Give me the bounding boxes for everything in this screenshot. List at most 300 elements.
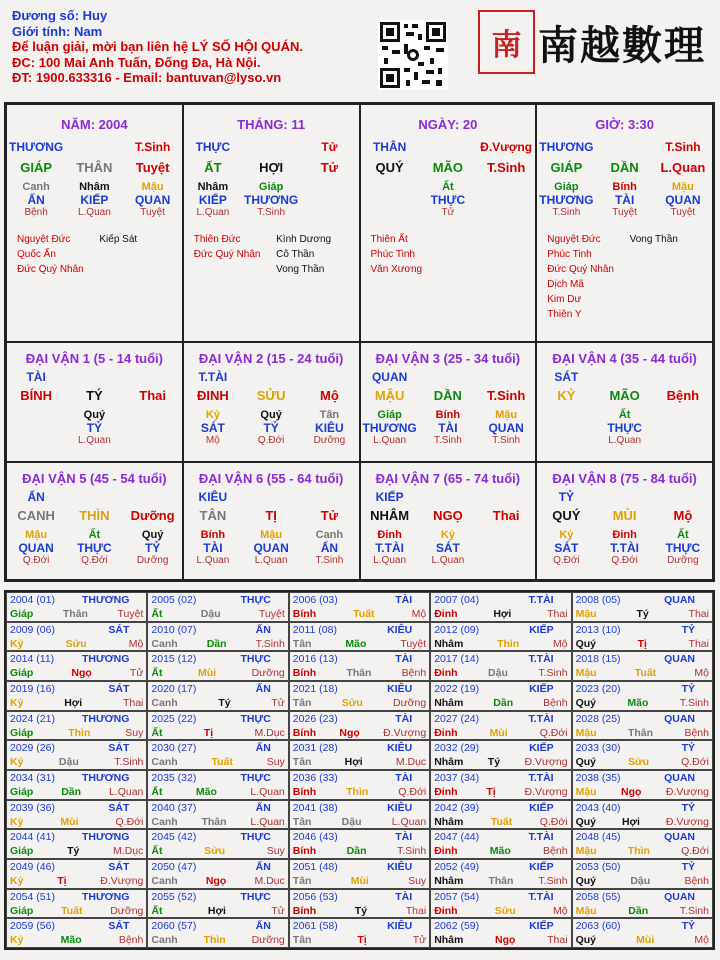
year-branch: Thân bbox=[488, 874, 514, 887]
pillar-row-r4 bbox=[184, 193, 359, 207]
year-line1 bbox=[151, 919, 284, 933]
cell-r2-0: MẬU bbox=[374, 388, 405, 403]
year-phase: Q.Đới bbox=[115, 815, 144, 828]
year-cell bbox=[147, 592, 288, 622]
year-branch: Dần bbox=[346, 845, 367, 858]
year-phase: Mộ bbox=[411, 608, 427, 620]
year-cell bbox=[289, 829, 430, 859]
star-item: Phúc Tinh bbox=[370, 249, 415, 260]
year-phase: Bệnh bbox=[543, 845, 568, 858]
cell-r5-1: T.Sinh bbox=[257, 207, 286, 218]
year-line1 bbox=[434, 652, 567, 666]
year-cell bbox=[6, 681, 147, 711]
year-phase: Dưỡng bbox=[251, 667, 285, 680]
year-label: 2018 (15) bbox=[575, 653, 621, 666]
cell-r2-1: NGỌ bbox=[433, 508, 463, 523]
dai-van-cell bbox=[183, 462, 360, 580]
year-branch: Dậu bbox=[488, 667, 508, 680]
year-line1 bbox=[576, 860, 709, 874]
year-cell bbox=[289, 592, 430, 622]
cell-r2-0: GIÁP bbox=[550, 160, 583, 175]
year-line2 bbox=[434, 785, 567, 799]
cell-r5-0: Q.Đới bbox=[22, 555, 50, 566]
pillar-row-r3 bbox=[537, 409, 712, 421]
pillar-row-r1 bbox=[361, 140, 536, 154]
year-stem: Đinh bbox=[434, 785, 458, 798]
dai-van-title: ĐẠI VẬN 8 (75 - 84 tuổi) bbox=[552, 471, 697, 486]
year-god: THỰC bbox=[240, 712, 271, 725]
year-line1 bbox=[293, 801, 426, 815]
star-item: Nguyệt Đức bbox=[547, 234, 601, 245]
pillar-cell bbox=[183, 104, 360, 342]
cell-r5-2: Dưỡng bbox=[313, 435, 346, 446]
year-god: KIÊU bbox=[387, 682, 413, 695]
year-cell bbox=[572, 711, 713, 741]
cell-r3-0: Canh bbox=[22, 181, 50, 193]
year-branch: Mão bbox=[60, 934, 82, 947]
year-line2 bbox=[151, 755, 284, 769]
pillar-row-r3 bbox=[7, 529, 182, 541]
year-label: 2028 (25) bbox=[575, 712, 621, 725]
year-god: THỰC bbox=[240, 831, 271, 844]
year-god: TÀI bbox=[395, 771, 413, 784]
dai-van-title: ĐẠI VẬN 1 (5 - 14 tuổi) bbox=[25, 351, 163, 366]
year-phase: Bệnh bbox=[684, 726, 709, 739]
cell-r5-1: Tuyệt bbox=[612, 207, 637, 218]
year-god: T.TÀI bbox=[528, 771, 554, 784]
year-label: 2054 (51) bbox=[10, 890, 55, 903]
year-phase: Suy bbox=[408, 874, 427, 887]
year-line1 bbox=[293, 623, 426, 637]
pillar-row-r4 bbox=[361, 193, 536, 207]
pillar-row-r5 bbox=[184, 435, 359, 446]
cell-r2-2: Thai bbox=[492, 508, 520, 523]
year-stem: Tân bbox=[292, 696, 312, 709]
year-phase: L.Quan bbox=[108, 785, 144, 798]
year-label: 2035 (32) bbox=[151, 771, 197, 784]
year-god: THƯƠNG bbox=[81, 712, 130, 725]
year-phase: M.Dục bbox=[254, 726, 285, 739]
gender-line: Giới tính: Nam bbox=[12, 23, 103, 39]
year-branch: Hợi bbox=[207, 904, 226, 917]
star-item: Đức Quý Nhân bbox=[193, 249, 261, 260]
year-label: 2033 (30) bbox=[575, 742, 621, 755]
cell-r2-1: SỬU bbox=[256, 388, 286, 403]
year-phase: L.Quan bbox=[250, 785, 285, 798]
star-item: Dịch Mã bbox=[547, 279, 584, 290]
year-god: TÀI bbox=[395, 653, 413, 666]
year-god: TỶ bbox=[681, 623, 695, 636]
year-line2 bbox=[293, 637, 426, 651]
year-cell bbox=[147, 800, 288, 830]
cell-r3-0: Đinh bbox=[377, 529, 402, 541]
year-line2 bbox=[10, 904, 143, 918]
year-stem: Kỷ bbox=[10, 696, 24, 709]
year-phase: Bệnh bbox=[118, 934, 144, 947]
year-phase: Thai bbox=[122, 696, 144, 709]
cell-r4-2: QUAN bbox=[488, 421, 524, 435]
pillar-row-r1 bbox=[537, 140, 712, 154]
year-phase: Đ.Vượng bbox=[100, 874, 144, 887]
year-cell bbox=[289, 770, 430, 800]
year-stem: Quý bbox=[575, 756, 597, 769]
year-line1 bbox=[576, 682, 709, 696]
cell-r3-1: Bính bbox=[435, 409, 461, 421]
pillar-row-r3 bbox=[537, 529, 712, 541]
year-label: 2044 (41) bbox=[10, 831, 55, 844]
year-branch: Mão bbox=[627, 696, 649, 709]
cell-r5-0: Q.Đới bbox=[553, 555, 580, 566]
cell-r4-2: THỰC bbox=[665, 541, 701, 555]
pillar-row-r5 bbox=[361, 555, 536, 566]
year-stem: Mậu bbox=[575, 726, 597, 739]
cell-r1-0: T.TÀI bbox=[198, 370, 228, 384]
year-label: 2008 (05) bbox=[575, 594, 621, 606]
year-line2 bbox=[434, 607, 567, 621]
address-line: ĐC: 100 Mai Anh Tuấn, Đống Đa, Hà Nội. bbox=[12, 54, 261, 70]
year-line1 bbox=[293, 682, 426, 696]
cell-r3-0: Bính bbox=[200, 529, 226, 541]
year-cell bbox=[6, 711, 147, 741]
year-phase: Thai bbox=[547, 934, 568, 947]
pillar-row-r2 bbox=[7, 160, 182, 175]
year-phase: Thai bbox=[688, 608, 709, 620]
year-phase: Q.Đới bbox=[681, 845, 709, 858]
year-branch: Ngọ bbox=[339, 726, 360, 739]
year-line2 bbox=[434, 726, 567, 740]
year-stem: Mậu bbox=[575, 845, 597, 858]
year-label: 2029 (26) bbox=[10, 742, 55, 755]
year-god: THƯƠNG bbox=[81, 771, 130, 784]
year-branch: Sửu bbox=[204, 845, 226, 858]
cell-r5-1: L.Quan bbox=[77, 435, 111, 446]
year-stem: Canh bbox=[151, 874, 178, 887]
year-phase: Mộ bbox=[128, 637, 144, 650]
year-branch: Hợi bbox=[493, 608, 512, 620]
pillar-cell bbox=[6, 104, 183, 342]
year-stem: Đinh bbox=[434, 608, 458, 620]
year-line2 bbox=[10, 844, 143, 858]
year-line2 bbox=[10, 696, 143, 710]
year-stem: Ất bbox=[151, 845, 163, 858]
year-label: 2062 (59) bbox=[434, 920, 480, 933]
cell-r2-2: Tuyệt bbox=[135, 160, 170, 175]
year-line1 bbox=[151, 771, 284, 785]
year-label: 2010 (07) bbox=[151, 623, 197, 636]
pillar-stars bbox=[537, 232, 712, 322]
year-stem: Bính bbox=[292, 785, 317, 798]
year-branch: Thân bbox=[201, 815, 227, 828]
year-cell bbox=[572, 859, 713, 889]
year-branch: Mùi bbox=[636, 934, 655, 947]
cell-r5-0: L.Quan bbox=[196, 555, 230, 566]
cell-r5-1: T.Sinh bbox=[433, 435, 462, 446]
cell-r2-0: NHÂM bbox=[370, 508, 410, 523]
year-stem: Đinh bbox=[434, 845, 458, 858]
year-stem: Quý bbox=[575, 874, 597, 887]
pillar-row-r3 bbox=[7, 181, 182, 193]
cell-r4-0: TÀI bbox=[203, 541, 223, 555]
pillar-row-r3 bbox=[361, 409, 536, 421]
cell-r1-2: T.Sinh bbox=[665, 140, 701, 154]
year-branch: Dần bbox=[493, 696, 514, 709]
year-label: 2051 (48) bbox=[292, 860, 338, 873]
year-stem: Đinh bbox=[434, 904, 458, 917]
pillar-row-r5 bbox=[184, 207, 359, 218]
pillar-cell bbox=[360, 104, 537, 342]
year-cell bbox=[430, 800, 571, 830]
year-stem: Tân bbox=[292, 874, 312, 887]
year-god: QUAN bbox=[664, 831, 695, 844]
year-cell bbox=[6, 622, 147, 652]
year-phase: Q.Đới bbox=[539, 726, 568, 739]
pillar-row-r2 bbox=[7, 388, 182, 403]
year-label: 2037 (34) bbox=[434, 771, 480, 784]
pillar-row-r5 bbox=[537, 555, 712, 566]
year-line2 bbox=[434, 637, 567, 651]
year-god: QUAN bbox=[664, 594, 695, 606]
year-cell bbox=[147, 711, 288, 741]
year-cell bbox=[147, 859, 288, 889]
year-phase: Thai bbox=[547, 608, 568, 620]
cell-r3-0: Giáp bbox=[377, 409, 402, 421]
year-line2 bbox=[293, 607, 426, 621]
cell-r3-1: Nhâm bbox=[79, 181, 110, 193]
year-god: THỰC bbox=[240, 890, 271, 903]
star-item: Đức Quý Nhân bbox=[17, 264, 84, 275]
year-phase: Bệnh bbox=[684, 874, 709, 887]
year-phase: M.Dục bbox=[395, 756, 427, 769]
year-branch: Tị bbox=[357, 934, 367, 947]
year-branch: Ngọ bbox=[71, 667, 92, 680]
year-phase: Đ.Vượng bbox=[524, 785, 568, 798]
year-label: 2016 (13) bbox=[292, 653, 338, 666]
year-line1 bbox=[434, 623, 567, 637]
contact-line: Để luận giải, mời bạn liên hệ LÝ SỐ HỘI QUÁN. bbox=[12, 39, 303, 54]
cell-r1-0: KIẾP bbox=[375, 490, 404, 504]
cell-r5-0: L.Quan bbox=[373, 435, 407, 446]
cell-r2-1: TÝ bbox=[86, 388, 103, 403]
year-line2 bbox=[293, 874, 426, 888]
year-line2 bbox=[151, 904, 284, 918]
year-cell bbox=[430, 622, 571, 652]
pillar-row-r5 bbox=[184, 555, 359, 566]
cell-r4-2: QUAN bbox=[665, 193, 701, 207]
cell-r4-1: QUAN bbox=[253, 541, 289, 555]
year-branch: Sửu bbox=[494, 904, 516, 917]
year-line1 bbox=[293, 712, 426, 726]
pillar-row-r5 bbox=[537, 207, 712, 218]
cell-r5-2: T.Sinh bbox=[315, 555, 344, 566]
year-line2 bbox=[151, 696, 284, 710]
year-branch: Thân bbox=[346, 667, 372, 680]
year-label: 2039 (36) bbox=[10, 801, 55, 814]
year-line2 bbox=[10, 755, 143, 769]
year-line2 bbox=[10, 666, 143, 680]
year-cell bbox=[430, 651, 571, 681]
year-label: 2031 (28) bbox=[292, 742, 338, 755]
year-branch: Tuất bbox=[353, 608, 375, 620]
pillar-row-r5 bbox=[7, 555, 182, 566]
year-stem: Bính bbox=[292, 904, 317, 917]
year-phase: Tử bbox=[271, 696, 285, 709]
year-line2 bbox=[151, 607, 284, 621]
pillar-row-r2 bbox=[184, 388, 359, 403]
cell-r3-1: Quý bbox=[260, 409, 282, 421]
year-label: 2009 (06) bbox=[10, 623, 55, 636]
cell-r1-0: THÂN bbox=[372, 140, 407, 154]
cell-r3-1: Quý bbox=[83, 409, 106, 421]
year-phase: T.Sinh bbox=[538, 667, 568, 680]
year-phase: Tử bbox=[271, 904, 285, 917]
year-cell bbox=[430, 770, 571, 800]
year-stem: Kỷ bbox=[10, 874, 24, 887]
year-branch: Thìn bbox=[203, 934, 226, 947]
year-cell bbox=[6, 800, 147, 830]
year-label: 2052 (49) bbox=[434, 860, 480, 873]
year-phase: Mộ bbox=[694, 934, 709, 947]
year-line1 bbox=[434, 919, 567, 933]
year-branch: Tý bbox=[67, 845, 80, 858]
year-line2 bbox=[293, 755, 426, 769]
year-stem: Mậu bbox=[575, 667, 597, 680]
cell-r1-0: TÀI bbox=[26, 370, 46, 384]
year-phase: Bệnh bbox=[543, 696, 568, 709]
year-cell bbox=[289, 889, 430, 919]
cell-r5-1: Tử bbox=[441, 207, 455, 218]
cell-r2-1: DẦN bbox=[610, 160, 639, 175]
cell-r4-0: ẤN bbox=[27, 193, 45, 207]
pillar-stars bbox=[7, 232, 182, 277]
year-cell bbox=[572, 918, 713, 948]
year-branch: Ngọ bbox=[495, 934, 516, 947]
year-phase: L.Quan bbox=[391, 815, 427, 828]
year-stem: Ất bbox=[151, 904, 163, 917]
year-line2 bbox=[576, 785, 709, 799]
pillar-row-r2 bbox=[361, 508, 536, 523]
pillar-row-r3 bbox=[184, 409, 359, 421]
year-line2 bbox=[434, 844, 567, 858]
year-label: 2024 (21) bbox=[10, 712, 55, 725]
year-god: T.TÀI bbox=[528, 712, 554, 725]
cell-r2-1: MÙI bbox=[612, 508, 637, 523]
owner-line: Đương số: Huy bbox=[12, 8, 108, 23]
cell-r1-0: THƯƠNG bbox=[539, 140, 594, 154]
year-line1 bbox=[434, 830, 567, 844]
year-cell bbox=[572, 622, 713, 652]
cell-r1-2: Tử bbox=[321, 140, 338, 154]
dai-van-title: ĐẠI VẬN 2 (15 - 24 tuổi) bbox=[198, 351, 344, 366]
year-branch: Mão bbox=[345, 637, 367, 650]
year-god: KIẾP bbox=[529, 801, 554, 814]
year-god: KIÊU bbox=[387, 742, 413, 755]
cell-r5-1: L.Quan bbox=[431, 555, 465, 566]
stars-column bbox=[630, 232, 712, 322]
cell-r5-0: T.Sinh bbox=[552, 207, 581, 218]
cell-r4-1: THƯƠNG bbox=[244, 193, 299, 207]
year-branch: Tị bbox=[57, 874, 67, 887]
year-phase: T.Sinh bbox=[397, 845, 427, 858]
year-line1 bbox=[293, 741, 426, 755]
year-god: TỶ bbox=[681, 682, 695, 695]
year-label: 2056 (53) bbox=[292, 890, 338, 903]
year-line1 bbox=[151, 652, 284, 666]
pillar-row-r5 bbox=[361, 435, 536, 446]
cell-r5-1: Q.Đới bbox=[81, 555, 108, 566]
pillar-row-r2 bbox=[184, 508, 359, 523]
star-item: Quốc Ấn bbox=[17, 249, 56, 260]
pillar-row-r4 bbox=[537, 421, 712, 435]
pillar-row-r1 bbox=[537, 490, 712, 504]
year-cell bbox=[572, 740, 713, 770]
year-god: KIÊU bbox=[387, 860, 413, 873]
pillar-row-r2 bbox=[537, 160, 712, 175]
year-line2 bbox=[293, 815, 426, 829]
seal-stamp: 南 bbox=[478, 10, 535, 74]
year-phase: M.Dục bbox=[254, 874, 285, 887]
year-phase: L.Quan bbox=[250, 815, 285, 828]
cell-r5-0: Bệnh bbox=[24, 207, 48, 218]
year-stem: Quý bbox=[575, 934, 597, 947]
year-branch: Tuất bbox=[211, 756, 233, 769]
year-line2 bbox=[434, 874, 567, 888]
year-line1 bbox=[10, 741, 143, 755]
year-stem: Kỷ bbox=[10, 815, 24, 828]
dai-van-cell bbox=[536, 342, 713, 462]
year-line2 bbox=[434, 755, 567, 769]
year-branch: Tuất bbox=[61, 904, 83, 917]
year-label: 2038 (35) bbox=[575, 771, 621, 784]
cell-r3-1: Đinh bbox=[612, 529, 637, 541]
year-cell bbox=[147, 889, 288, 919]
cell-r4-1: SÁT bbox=[435, 541, 460, 555]
year-line2 bbox=[151, 874, 284, 888]
year-branch: Thìn bbox=[627, 845, 650, 858]
year-line1 bbox=[434, 682, 567, 696]
cell-r3-2: Ất bbox=[677, 529, 689, 541]
cell-r5-1: L.Quan bbox=[608, 435, 642, 446]
dai-van-cell bbox=[360, 462, 537, 580]
year-god: KIÊU bbox=[387, 801, 413, 814]
pillar-row-r4 bbox=[537, 193, 712, 207]
year-line2 bbox=[434, 815, 567, 829]
year-stem: Canh bbox=[151, 637, 178, 650]
year-line1 bbox=[10, 919, 143, 933]
cell-r2-1: TỊ bbox=[265, 508, 277, 523]
cell-r2-0: KỶ bbox=[557, 388, 576, 403]
year-label: 2053 (50) bbox=[575, 860, 621, 873]
year-god: SÁT bbox=[108, 920, 130, 933]
year-cell bbox=[289, 711, 430, 741]
year-branch: Sửu bbox=[65, 637, 87, 650]
year-stem: Giáp bbox=[10, 608, 34, 620]
year-cell bbox=[430, 859, 571, 889]
year-line2 bbox=[434, 696, 567, 710]
year-cell bbox=[147, 740, 288, 770]
phone-email-line: ĐT: 1900.633316 - Email: bantuvan@lyso.vn bbox=[12, 70, 282, 85]
year-label: 2014 (11) bbox=[10, 653, 55, 666]
cell-r1-0: KIÊU bbox=[198, 490, 228, 504]
year-cell bbox=[430, 592, 571, 622]
year-stem: Nhâm bbox=[434, 696, 464, 709]
year-phase: Tuyệt bbox=[258, 608, 285, 620]
year-cell bbox=[147, 622, 288, 652]
year-label: 2011 (08) bbox=[292, 623, 337, 636]
year-line1 bbox=[151, 860, 284, 874]
year-cell bbox=[289, 918, 430, 948]
year-line1 bbox=[151, 593, 284, 607]
year-god: T.TÀI bbox=[528, 653, 554, 666]
